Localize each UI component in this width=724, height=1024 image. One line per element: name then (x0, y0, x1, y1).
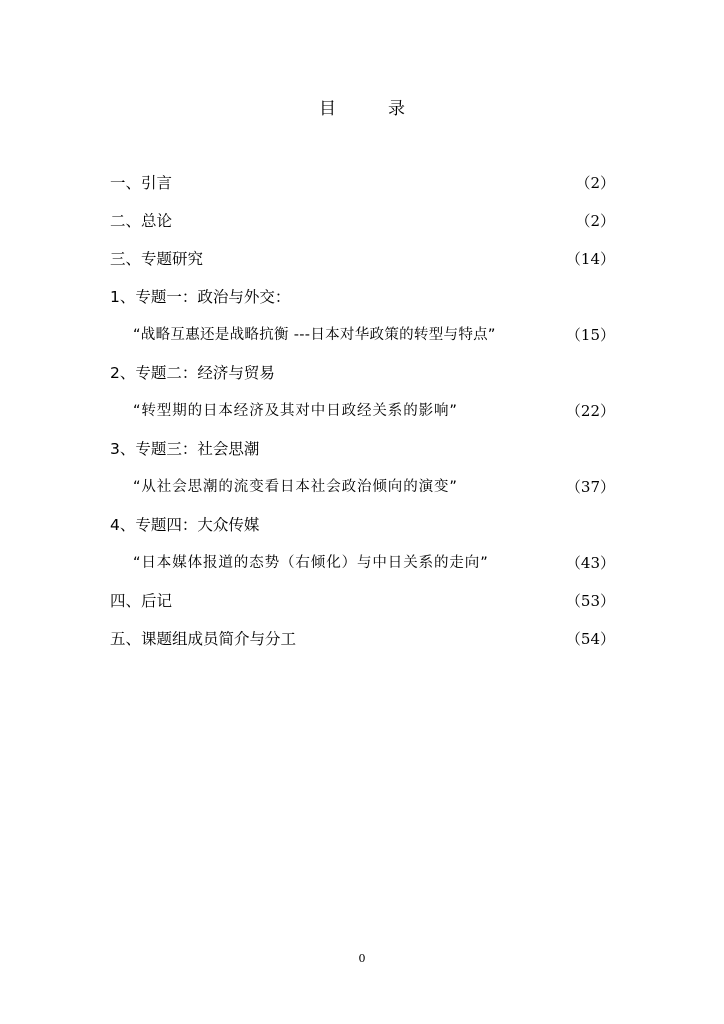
toc-entry-label: “日本媒体报道的态势（右倾化）与中日关系的走向” (133, 555, 489, 571)
toc-entry-label: “转型期的日本经济及其对中日政经关系的影响” (133, 403, 458, 419)
toc-entry-special-research (110, 247, 615, 271)
toc-entry-page: （2） (575, 174, 615, 192)
toc-entry-label: “战略互惠还是战略抗衡 ---日本对华政策的转型与特点” (133, 327, 496, 343)
toc-entry-page: （2） (575, 212, 615, 230)
toc-subentry-topic-3 (133, 475, 615, 499)
toc-entry-page: （14） (565, 250, 615, 268)
toc-entry-label: 1、专题一：政治与外交： (110, 288, 291, 306)
toc-subentry-topic-1 (133, 323, 615, 347)
toc-entry-members (110, 627, 615, 651)
toc-title (0, 94, 724, 119)
toc-entry-introduction (110, 171, 615, 195)
toc-title-right: 录 (388, 99, 405, 119)
toc-entry-topic-2 (110, 361, 615, 385)
toc-entry-topic-1 (110, 285, 615, 309)
toc-entry-page: （37） (565, 478, 615, 496)
toc-entry-label: 2、专题二：经济与贸易 (110, 364, 275, 382)
toc-entry-page: （43） (565, 554, 615, 572)
toc-entry-label: 三、专题研究 (110, 250, 204, 268)
toc-entry-page: （15） (565, 326, 615, 344)
toc-entry-label: 3、专题三：社会思潮 (110, 440, 260, 458)
toc-subentry-topic-2 (133, 399, 615, 423)
toc-entry-page: （54） (565, 630, 615, 648)
toc-entry-overview (110, 209, 615, 233)
toc-entry-label: 一、引言 (110, 174, 173, 192)
toc-title-left: 目 (319, 99, 336, 119)
toc-entry-postscript (110, 589, 615, 613)
toc-entry-label: 四、后记 (110, 592, 173, 610)
toc-entry-label: 五、课题组成员简介与分工 (110, 630, 297, 648)
toc-subentry-topic-4 (133, 551, 615, 575)
toc-entry-label: 二、总论 (110, 212, 173, 230)
page-number: 0 (358, 952, 366, 965)
toc-entry-topic-3 (110, 437, 615, 461)
toc-entry-label: 4、专题四：大众传媒 (110, 516, 260, 534)
toc-entry-label: “从社会思潮的流变看日本社会政治倾向的演变” (133, 479, 458, 495)
toc-entry-page: （22） (565, 402, 615, 420)
toc-entry-topic-4 (110, 513, 615, 537)
toc-entry-page: （53） (565, 592, 615, 610)
